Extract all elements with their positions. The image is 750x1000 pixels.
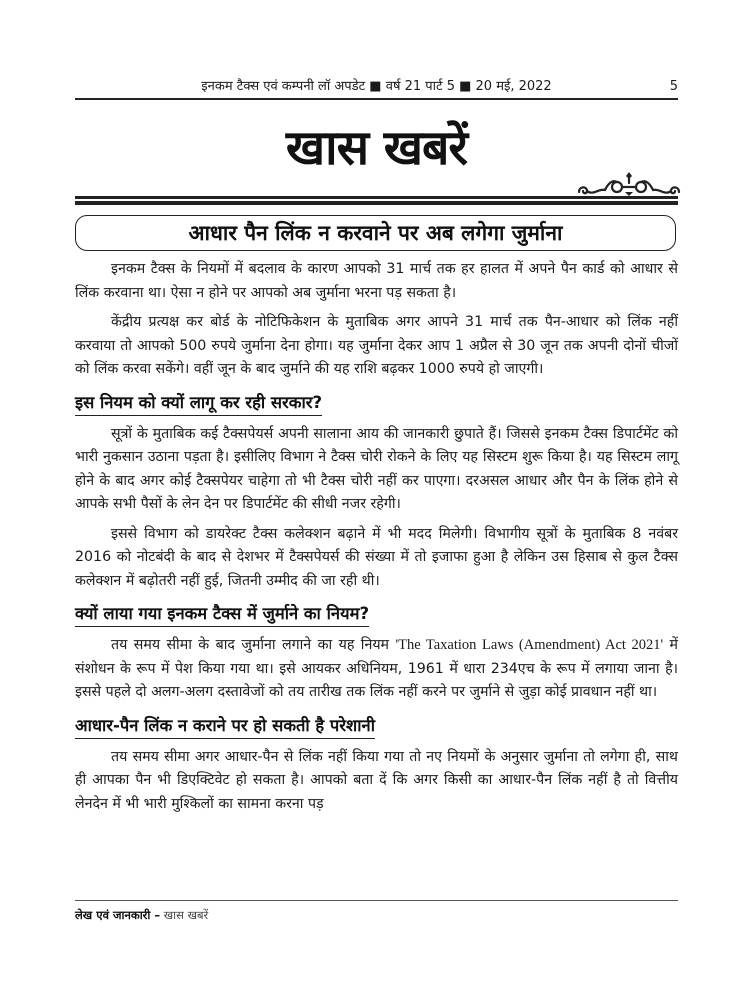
paragraph: केंद्रीय प्रत्यक्ष कर बोर्ड के नोटिफिकेशन के मुताबिक अगर आपने 31 मार्च तक पैन-आधार को लिंक नहीं करवाया तो आपको 500 रुपये जुर्माना देना होगा। यह जुर्माना देकर आप 1 अप्रैल से 30 जून तक अपनी दोनों चीजों को लिंक करवा सकेंगे। वहीं जून के बाद जुर्माने की यह राशि बढ़कर 1000 रुपये हो जाएगी।	[75, 314, 678, 377]
act-name: 'The Taxation Laws (Amendment) Act 2021'	[395, 637, 664, 653]
paragraph-text: तय समय सीमा के बाद जुर्माना लगाने का यह नियम	[111, 637, 396, 653]
footer-rule	[75, 900, 678, 901]
running-header: इनकम टैक्स एवं कम्पनी लॉ अपडेट ■ वर्ष 21 पार्ट 5 ■ 20 मई, 2022	[201, 79, 552, 94]
scroll-ornament-icon	[575, 172, 683, 198]
double-rule	[75, 201, 678, 205]
section-title: खास खबरें	[285, 120, 468, 176]
article-title-box	[75, 215, 676, 251]
page-number: 5	[669, 79, 678, 94]
footer-section: खास खबरें	[163, 908, 209, 922]
footer-category: लेख एवं जानकारी –	[75, 908, 161, 922]
paragraph	[75, 634, 678, 705]
subheading: इस नियम को क्यों लागू कर रही सरकार?	[75, 392, 322, 416]
paragraph: तय समय सीमा अगर आधार-पैन से लिंक नहीं किया गया तो नए नियमों के अनुसार जुर्माना तो लगेगा ही, साथ ही आपका पैन भी डिएक्टिवेट हो सकता है। आपको बता दें कि अगर किसी का आधार-पैन लिंक नहीं है तो वित्तीय लेनदेन में भी भारी मुश्किलों का सामना करना पड़	[75, 748, 678, 812]
subheading: क्यों लाया गया इनकम टैक्स में जुर्माने का नियम?	[75, 603, 369, 627]
paragraph: सूत्रों के मुताबिक कई टैक्सपेयर्स अपनी सालाना आय की जानकारी छुपाते हैं। जिससे इनकम टैक्स डिपार्टमेंट को भारी नुकसान उठाना पड़ता है। इसीलिए विभाग ने टैक्स चोरी रोकने के लिए यह सिस्टम शुरू किया है। यह सिस्टम लागू होने के बाद अगर कोई टैक्सपेयर चाहेगा तो भी टैक्स चोरी नहीं कर पाएगा। दरअसल आधार और पैन के लिंक होने से आपके सभी पैसों के लेन देन पर डिपार्टमेंट की सीधी नजर रहेगी।	[75, 425, 678, 512]
paragraph: इनकम टैक्स के नियमों में बदलाव के कारण आपको 31 मार्च तक हर हालत में अपने पैन कार्ड को आधार से लिंक करवाना था। ऐसा न होने पर आपको अब जुर्माना भरना पड़ सकता है।	[75, 261, 678, 301]
double-rule	[75, 196, 678, 199]
paragraph-text: में संशोधन के रूप में पेश किया गया था। इसे आयकर अधिनियम, 1961 में धारा 234एच के रूप में लगाया जाना है। इससे पहले दो अलग-अलग दस्तावेजों को तय तारीख तक लिंक नहीं करने पर जुर्माने से जुड़ा कोई प्रावधान नहीं था।	[75, 637, 678, 700]
subheading: आधार-पैन लिंक न कराने पर हो सकती है परेशानी	[75, 715, 375, 739]
article-body	[75, 258, 678, 822]
header-rule	[75, 98, 678, 100]
footer	[75, 908, 208, 922]
article-title: आधार पैन लिंक न करवाने पर अब लगेगा जुर्माना	[188, 221, 563, 245]
paragraph: इससे विभाग को डायरेक्ट टैक्स कलेक्शन बढ़ाने में भी मदद मिलेगी। विभागीय सूत्रों के मुताबिक 8 नवंबर 2016 को नोटबंदी के बाद से देशभर में टैक्सपेयर्स की संख्या में तो इजाफा हुआ है लेकिन उस हिसाब से कुल टैक्स कलेक्शन में बढ़ोतरी नहीं हुई, जितनी उम्मीद की जा रही थी।	[75, 525, 678, 589]
